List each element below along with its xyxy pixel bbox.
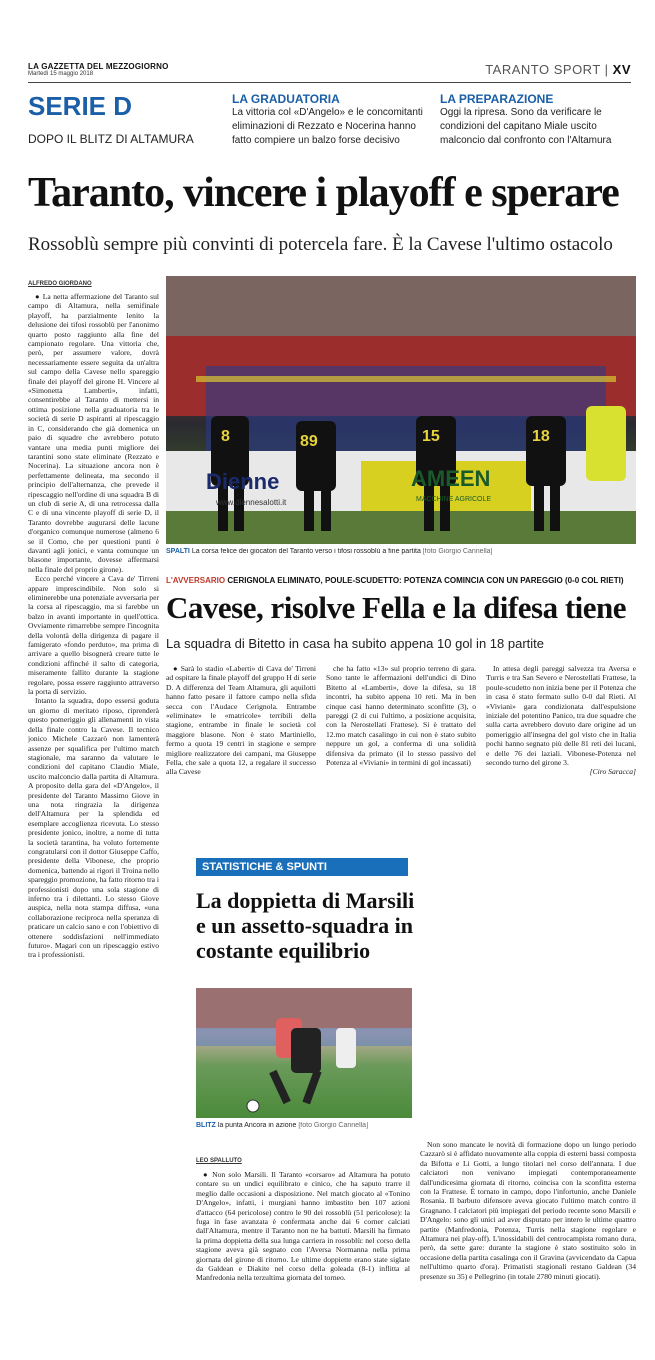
kicker-label: L'AVVERSARIO	[166, 576, 226, 585]
banner-left-text: Dienne	[206, 469, 280, 494]
article2-col1	[166, 664, 316, 824]
caption-label: BLITZ	[196, 1122, 216, 1129]
page-number: XV	[612, 62, 631, 77]
caption-text: la punta Ancora in azione	[217, 1122, 297, 1129]
serie-subtitle: DOPO IL BLITZ DI ALTAMURA	[28, 132, 194, 146]
preparazione-box	[440, 92, 635, 148]
stats-col1	[196, 1170, 410, 1348]
photo2-illustration	[196, 988, 412, 1118]
article2-paragraph: che ha fatto «13» sul proprio terreno di gara. Sono tante le affermazioni dell'undici di Dino Bitetto al «Lamberti», dove la difesa, su 18 incontri, ha subito appena 10 reti. Ma in ben cinque casi hanno determinato sconfitte (3), o pareggi (2 di cui l'ultimo, a posizione acquisita, con la Nerostellati Frattese). Si è trattato del 12.mo match casalingo in cui non è stato subito neppure un gol, a conferma di una solidità difensiva da primato (il lo stesso passivo del Potenza al «Viviani» in termini di gol incassati)	[326, 664, 476, 768]
photo1-caption	[166, 548, 636, 555]
section-header: TARANTO SPORT | XV	[485, 62, 631, 77]
article2-kicker	[166, 576, 636, 585]
article2-col2	[326, 664, 476, 824]
caption-credit: [foto Giorgio Cannella]	[422, 548, 493, 555]
caption-label: SPALTI	[166, 548, 190, 555]
stats-paragraph: Non sono mancate le novità di formazione dopo un lungo periodo Cazzarò si è affidato nuovamente alla coppia di esterni bassi composta da Bifotta e Li Gotti, a lungo titolari nel corso dell'annata. I due calciatori non venivano impiegati contemporaneamente dall'undicesima giornata di ritorno, coincisa con la sconfitta esterna con la Frattese. È tornato in campo, dopo l'infortunio, anche Daniele Rosania. Il barbuto difensore aveva giocato l'ultimo match contro il Gragnano. I calciatori più impiegati del periodo recente sono Marsili e D'Angelo: sono gli unici ad aver disputato per intero le ultime quattro partite (Manfredonia, Potenza, Turris nella stagione regolare e Altamura nei play-off). L'inossidabili del centrocampista romano dura, però, da sette gare: durante la stagione è stato sostituito solo in occasione della partita casalinga con il Gravina (avvicendato da Capua nell'ultimo quarto d'ora). Primatisti stagionali restano Galdean (34 presenze su 35) e Pellegrino (in totale 2780 minuti giocati).	[420, 1140, 636, 1281]
article1-paragraph: Ecco perché vincere a Cava de' Tirreni appare imprescindibile. Non solo si eliminerebbe una potenziale avversaria per la corsa al ripescaggio, ma si farebbe un balzo in avanti importante in quell'ottica. Ovviamente rimarrebbe sempre l'incognita della volontà della dirigenza di pagare il famigerato «fondo perduto», ma prima di arrivare a quello bisognerà creare tutte le condizioni affinché il salto di categoria, miseramente fallito durante la stagione regolare, possa essere raggiunto attraverso la porta di servizio.	[28, 574, 159, 697]
kicker-text: CERIGNOLA ELIMINATO, POULE-SCUDETTO: POTENZA COMINCIA CON UN PAREGGIO (0-0 COL RIETI)	[227, 576, 624, 585]
article2-paragraph: ● Sarà lo stadio «Laberti» di Cava de' Tirreni ad ospitare la finale playoff del gruppo H di serie D. A differenza del Team Altamura, gli aquilotti hanno fatto pesare il fattore campo nella sfida secca con l'Audace Cerignola. Entrambe «eliminate» le «matricole» terribili della stagione, entrambe in finale le società col maggiore blasone. Non è stato Martiniello, fermo a quota 19 centri in stagione e sempre migliore realizzatore dei campani, ma Giuseppe Fella, che sale a quota 12, a regalare il successo alla Cavese	[166, 664, 316, 777]
banner-right-sub: MACCHINE AGRICOLE	[416, 496, 492, 503]
jersey-number: 15	[422, 428, 440, 445]
stats-byline: LEO SPALLUTO	[196, 1158, 242, 1164]
article1-byline: ALFREDO GIORDANO	[28, 281, 92, 287]
photo2-caption	[196, 1122, 426, 1129]
article2-signature: [Ciro Saracca]	[589, 767, 636, 777]
banner-right-text: AMEEN	[411, 466, 491, 491]
graduatoria-text: La vittoria col «D'Angelo» e le concomitanti eliminazioni di Rezzato e Nocerina hanno fatto compiere un balzo forse decisivo	[232, 107, 423, 146]
caption-credit: [foto Giorgio Cannella]	[298, 1122, 369, 1129]
graduatoria-title: LA GRADUATORIA	[232, 92, 340, 106]
masthead-name: LA GAZZETTA DEL MEZZOGIORNO	[28, 62, 169, 71]
jersey-number: 18	[532, 428, 550, 445]
header-rule	[28, 82, 631, 83]
photo-players-celebrating	[166, 276, 636, 544]
main-subheadline: Rossoblù sempre più convinti di potercela fare. È la Cavese l'ultimo ostacolo	[28, 234, 613, 255]
stats-bar: STATISTICHE & SPUNTI	[196, 858, 408, 876]
article1-paragraph: Intanto la squadra, dopo essersi goduta un giorno di meritato riposo, riprenderà questo pomeriggio gli allenamenti in vista della finale contro la Cavese. Il tecnico jonico Michele Cazzarò non lamenterà assenze per squalifica per l'ultimo match stagionale, ma saranno da valutare le condizioni del capitano Claudio Miale, uscito malconcio dalla partita di Altamura. A proposito della gara del «D'Angelo», il presidente del Taranto Massimo Giove in una nota ringrazia la dirigenza dell'Altamura per la splendida ed esemplare accoglienza ricevuta. Lo stesso presidente jonico, inoltre, a nome di tutta la società tarantina, ha voluto fortemente congratularsi con il dottor Giuseppe Caffo, presidente della Vibonese, che proprio domenica, battendo ai rigori il Troina nello spareggio promozione, ha fatto ritorno tra i professionisti dopo una sola stagione di inferno tra i dilettanti. Lo stesso Giove auspica, nella nota stampa diffusa, «una collaborazione reciproca nella speranza di praticare un calcio sano e con l'obiettivo di ottenere soddisfazioni nell'immediato futuro». Magari con un ripescaggio estivo tra i professionisti.	[28, 696, 159, 960]
article2-paragraph: In attesa degli pareggi salvezza tra Aversa e Turris e tra San Severo e Nerostellati Frattese, la poule-scudetto non inizia bene per il Potenza che in casa è stato fermato sullo 0-0 dal Rieti. Al «Viviani» gara condizionata dall'espulsione iniziale del potentino Panico, tra due squadre che sulla carta avrebbero dovuto dare origine ad un pomeriggio all'insegna del gol visto che in Italia pochi hanno segnato più delle 81 reti dei lucani, e delle 76 dei laziali. Vibonese-Potenza nel secondo turno del girone 3.	[486, 664, 636, 768]
serie-title: SERIE D	[28, 91, 133, 121]
caption-text: La corsa felice dei giocatori del Taranto verso i tifosi rossoblù a fine partita	[191, 548, 421, 555]
photo-ancora-action	[196, 988, 412, 1118]
masthead-date: Martedì 15 maggio 2018	[28, 71, 94, 77]
article1-paragraph: ● La netta affermazione del Taranto sul campo di Altamura, nella semifinale playoff, ha parzialmente lenito la delusione dei tifosi rossoblù per l'anonimo quarto posto raggiunto alla fine del campionato regolare. Una vittoria che, però, per assumere valore, dovrà necessariamente essere seguita da un'altra sul campo della Cavese nello spareggio finale dei playoff del girone H. Vincere al «Simonetta Lamberti», infatti, consentirebbe al Taranto di mettersi in ottima posizione nella graduatoria tra le società di serie D aspiranti al ripescaggio in C, considerando che già domenica un paio di squadre che avrebbero potuto vantare una media punti migliore dei tarantini sono state eliminate (Rezzato e Nocerina). La situazione ancora non è perfettamente delineata, ma secondo il principio dell'alternanza, che prevede il ripescaggio nell'ordine di una squadra B di un club di serie A, di una retrocessa dalla C e di una vincente playoff di serie D, il Taranto dovrebbe augurarsi delle lacune d'organico comunque numerose (almeno 6 se il Como, che per questioni punti è davanti agli jonici, e vanta comunque un blasone importante, dovesse affermarsi nella finale del proprio girone).	[28, 292, 159, 574]
section-name: TARANTO SPORT	[485, 62, 601, 77]
stats-paragraph: ● Non solo Marsili. Il Taranto «corsaro» ad Altamura ha potuto contare su un undici equilibrato e cinico, che ha saputo trarre il meglio dalle occasioni a disposizione. Nel match giocato al «Tonino D'Angelo», infatti, i murgiani hanno imbastito ben 107 azioni d'attacco (64 pericolose) contro le 90 dei rossoblù (51 pericolose): la fuga in fase avanzata è confermata anche dai 6 corner calciati dall'Altamura, mentre il Taranto non ne ha battuti. Marsili ha firmato la prima doppietta della sua lunga carriera in rossoblù: nel corso della stagione aveva già segnato con l'Aversa Normanna nella prima giornata del girone di ritorno. Le ultime doppiette erano state siglate da Galdean e Diakite nel corso della goleada (8-1) inflitta al Manfredonia nella terzultima giornata del torneo.	[196, 1170, 410, 1283]
stats-col2	[420, 1140, 636, 1348]
preparazione-title: LA PREPARAZIONE	[440, 92, 554, 106]
stats-headline: La doppietta di Marsili e un assetto-squadra in costante equilibrio	[196, 888, 415, 963]
article1-body	[28, 292, 159, 1342]
graduatoria-box	[232, 92, 432, 148]
banner-left-sub: www.diennesalotti.it	[216, 498, 287, 507]
jersey-number: 89	[300, 433, 318, 450]
main-headline: Taranto, vincere i playoff e sperare	[28, 170, 619, 216]
article2-headline: Cavese, risolve Fella e la difesa tiene	[166, 590, 627, 625]
jersey-number: 8	[221, 428, 230, 445]
preparazione-text: Oggi la ripresa. Sono da verificare le condizioni del capitano Miale uscito malconcio dal confronto con l'Altamura	[440, 107, 612, 146]
article2-col3	[486, 664, 636, 824]
article2-subheadline: La squadra di Bitetto in casa ha subito appena 10 gol in 18 partite	[166, 636, 544, 651]
